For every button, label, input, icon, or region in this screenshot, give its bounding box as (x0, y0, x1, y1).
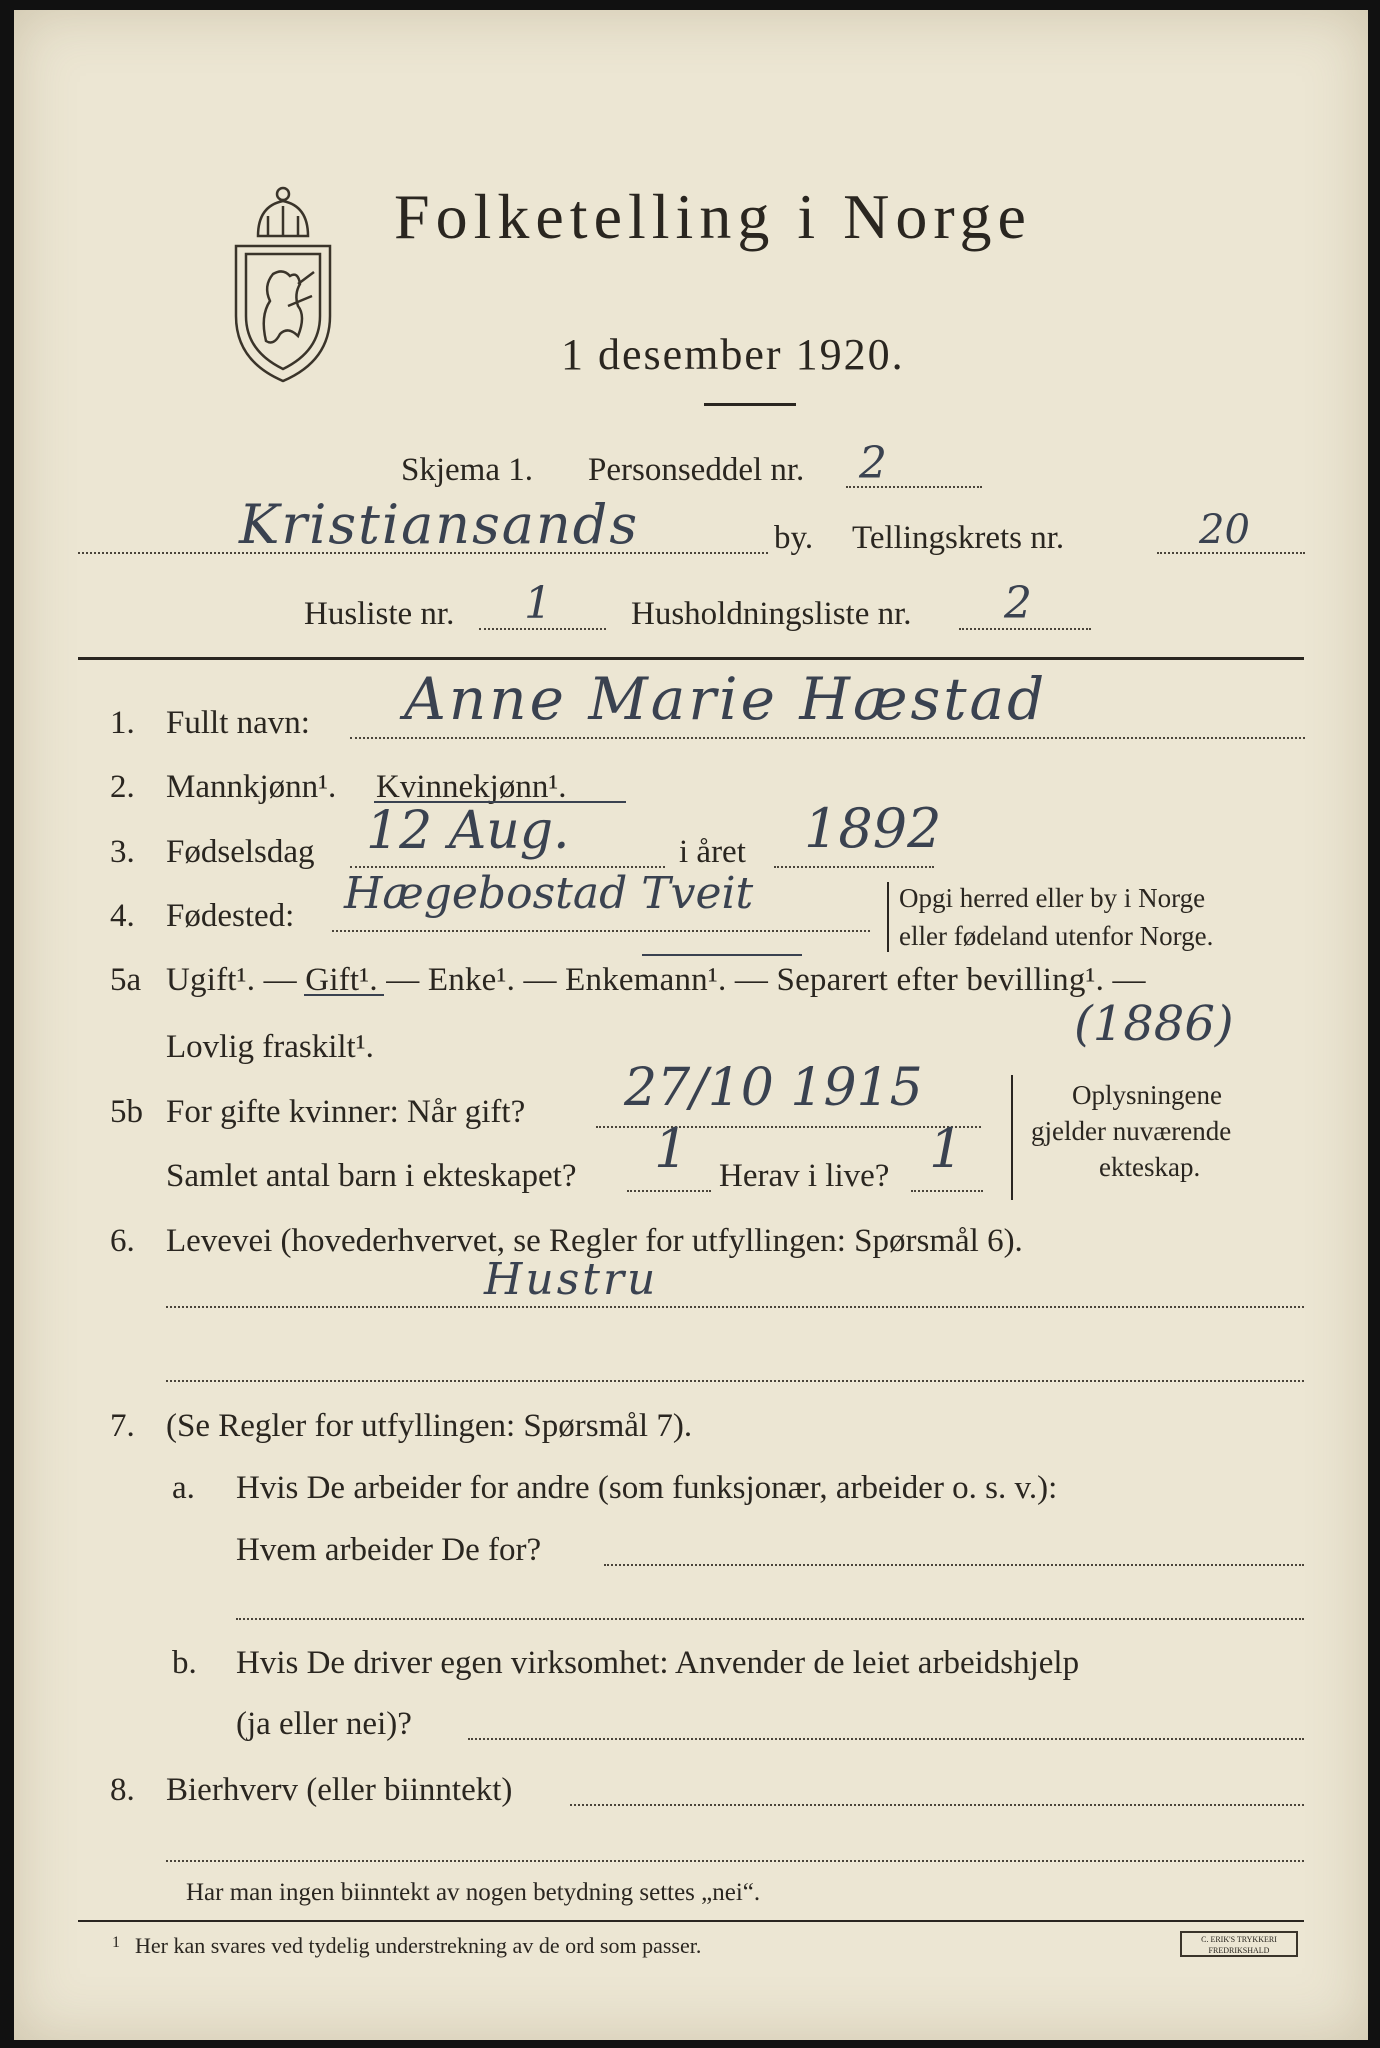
printer-stamp: C. ERIK'S TRYKKERI FREDRIKSHALD (1180, 1931, 1298, 1957)
q4-note-brace (887, 882, 889, 952)
husliste-value: 1 (524, 578, 552, 629)
q7a-line1 (604, 1564, 1304, 1566)
skjema-label: Skjema 1. (401, 452, 533, 488)
census-form (14, 10, 1368, 2040)
q3-year-label: i året (679, 834, 746, 870)
q5a-annotation: (1886) (1074, 996, 1234, 1052)
q8-line2 (166, 1860, 1304, 1862)
q5b-line3 (911, 1190, 983, 1192)
q5b-value3: 1 (929, 1117, 964, 1180)
q6-line1 (166, 1306, 1304, 1308)
q7-label: (Se Regler for utfyllingen: Spørsmål 7). (166, 1408, 693, 1444)
q5b-note-brace (1011, 1075, 1013, 1200)
q5a-gift-underline (304, 994, 384, 996)
footnote-mark: 1 (112, 1934, 120, 1951)
q5a-number: 5a (110, 962, 142, 998)
q6-label: Levevei (hovederhvervet, se Regler for utfyllingen: Spørsmål 6). (166, 1223, 1023, 1259)
q5b-label3: Herav i live? (719, 1158, 890, 1194)
q5b-note-line1: Oplysningene (1072, 1080, 1222, 1110)
q4-value: Hægebostad Tveit (344, 868, 754, 919)
q4-note-line1: Opgi herred eller by i Norge (899, 883, 1206, 913)
title-divider (704, 403, 796, 406)
header-rule (78, 657, 1304, 660)
q5b-label1: For gifte kvinner: Når gift? (166, 1094, 526, 1130)
q3-number: 3. (110, 834, 135, 870)
q5b-value1: 27/10 1915 (624, 1058, 923, 1118)
q1-line (350, 737, 1305, 739)
footer-note: Har man ingen biinntekt av nogen betydning settes „nei“. (186, 1879, 761, 1906)
q8-number: 8. (110, 1772, 135, 1808)
q5b-note-line2: gjelder nuværende (1031, 1116, 1232, 1146)
husholdning-label: Husholdningsliste nr. (631, 596, 912, 632)
form-title: Folketelling i Norge (394, 181, 1032, 252)
q1-number: 1. (110, 705, 135, 741)
q5a-enkemann-overline (642, 954, 802, 956)
q5b-number: 5b (110, 1094, 143, 1130)
q6-number: 6. (110, 1223, 135, 1259)
q7b-line (468, 1738, 1304, 1740)
q5b-label2: Samlet antal barn i ekteskapet? (166, 1158, 577, 1194)
footer-rule (78, 1920, 1304, 1922)
q4-number: 4. (110, 898, 135, 934)
personseddel-label: Personseddel nr. (588, 452, 805, 488)
q8-line1 (570, 1804, 1304, 1806)
q3-label: Fødselsdag (166, 834, 315, 870)
city-value: Kristiansands (239, 493, 640, 556)
coat-of-arms-icon (228, 176, 338, 386)
husholdning-value: 2 (1004, 578, 1032, 629)
q6-line2 (166, 1380, 1304, 1382)
q7a-question: Hvem arbeider De for? (236, 1532, 542, 1568)
q2-number: 2. (110, 769, 135, 805)
q4-line (332, 930, 870, 932)
husliste-label: Husliste nr. (304, 596, 455, 632)
q7a-text: Hvis De arbeider for andre (som funksjonær, arbeider o. s. v.): (236, 1470, 1058, 1506)
q3-year-value: 1892 (804, 797, 942, 860)
q7a-line2 (236, 1618, 1304, 1620)
q4-note-line2: eller fødeland utenfor Norge. (899, 921, 1214, 951)
tellingskrets-label: Tellingskrets nr. (852, 520, 1065, 556)
q7b-text: Hvis De driver egen virksomhet: Anvender de leiet arbeidshjelp (236, 1645, 1080, 1681)
q3-year-line (774, 866, 934, 868)
q7b-question: (ja eller nei)? (236, 1706, 412, 1742)
footnote: Her kan svares ved tydelig understrekning av de ord som passer. (135, 1933, 702, 1958)
tellingskrets-value: 20 (1199, 507, 1250, 553)
q1-value: Anne Marie Hæstad (404, 665, 1048, 733)
q1-label: Fullt navn: (166, 705, 310, 741)
q5a-line2: Lovlig fraskilt¹. (166, 1029, 374, 1065)
q4-label: Fødested: (166, 898, 295, 934)
q2-male: Mannkjønn¹. (166, 769, 337, 805)
q5b-note-line3: ekteskap. (1099, 1152, 1201, 1182)
personseddel-value: 2 (859, 438, 887, 489)
q8-label: Bierhverv (eller biinntekt) (166, 1772, 513, 1808)
q7b-letter: b. (172, 1645, 197, 1681)
q6-value: Hustru (484, 1254, 659, 1305)
census-date: 1 desember 1920. (561, 330, 905, 379)
q3-value: 12 Aug. (366, 801, 570, 861)
q7-number: 7. (110, 1408, 135, 1444)
by-label: by. (774, 520, 814, 556)
q5b-value2: 1 (654, 1117, 689, 1180)
q5a-line1: Ugift¹. — Gift¹. — Enke¹. — Enkemann¹. — Separert efter bevilling¹. — (166, 962, 1146, 998)
q2-female: Kvinnekjønn¹. (376, 769, 567, 805)
q7a-letter: a. (172, 1470, 195, 1506)
q5b-line2 (627, 1190, 711, 1192)
